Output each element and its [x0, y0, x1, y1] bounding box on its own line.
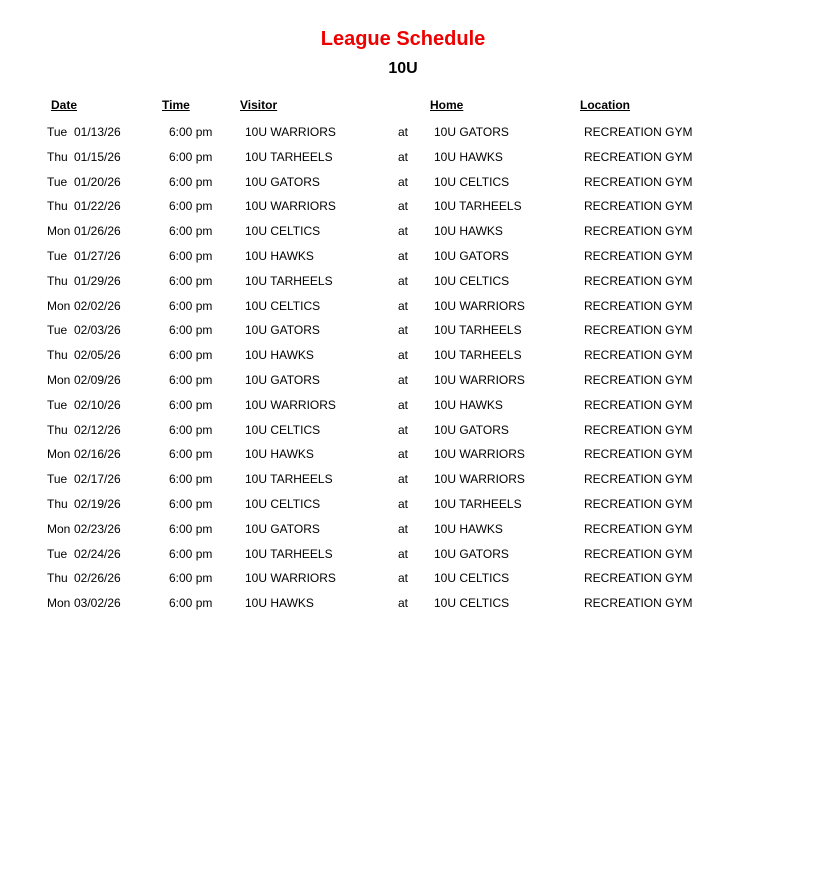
- game-date: 02/10/26: [74, 397, 121, 412]
- game-day: Tue: [47, 248, 68, 263]
- schedule-list: [0, 124, 814, 620]
- game-time: 6:00 pm: [169, 149, 213, 164]
- game-location: RECREATION GYM: [584, 174, 693, 189]
- game-day: Tue: [47, 472, 68, 487]
- game-time: 6:00 pm: [169, 422, 213, 437]
- at-separator: at: [398, 273, 409, 288]
- visitor-team: 10U HAWKS: [245, 248, 314, 263]
- game-time: 6:00 pm: [169, 546, 213, 561]
- game-time: 6:00 pm: [169, 273, 213, 288]
- at-separator: at: [398, 298, 409, 313]
- visitor-team: 10U WARRIORS: [245, 397, 336, 412]
- visitor-team: 10U HAWKS: [245, 447, 314, 462]
- game-day: Tue: [47, 125, 68, 139]
- game-time: 6:00 pm: [169, 348, 213, 363]
- visitor-team: 10U GATORS: [245, 174, 320, 189]
- home-team: 10U WARRIORS: [434, 298, 525, 313]
- home-team: 10U TARHEELS: [434, 323, 522, 338]
- home-team: 10U HAWKS: [434, 521, 503, 536]
- at-separator: at: [398, 422, 409, 437]
- schedule-row: [0, 248, 814, 273]
- schedule-row: [0, 521, 814, 546]
- game-day: Tue: [47, 323, 68, 338]
- home-team: 10U TARHEELS: [434, 348, 522, 363]
- schedule-row: [0, 546, 814, 571]
- game-location: RECREATION GYM: [584, 472, 693, 487]
- at-separator: at: [398, 447, 409, 462]
- at-separator: at: [398, 496, 409, 511]
- home-team: 10U GATORS: [434, 248, 509, 263]
- schedule-row: [0, 273, 814, 298]
- at-separator: at: [398, 323, 409, 338]
- game-time: 6:00 pm: [169, 447, 213, 462]
- home-team: 10U CELTICS: [434, 273, 510, 288]
- game-location: RECREATION GYM: [584, 273, 693, 288]
- at-separator: at: [398, 125, 409, 139]
- game-date: 01/27/26: [74, 248, 121, 263]
- schedule-row: [0, 446, 814, 471]
- game-date: 02/09/26: [74, 372, 121, 387]
- game-time: 6:00 pm: [169, 248, 213, 263]
- schedule-row: [0, 422, 814, 447]
- game-date: 02/03/26: [74, 323, 121, 338]
- visitor-team: 10U CELTICS: [245, 422, 321, 437]
- game-location: RECREATION GYM: [584, 496, 693, 511]
- game-day: Thu: [47, 348, 68, 363]
- game-location: RECREATION GYM: [584, 372, 693, 387]
- game-time: 6:00 pm: [169, 298, 213, 313]
- game-location: RECREATION GYM: [584, 298, 693, 313]
- at-separator: at: [398, 174, 409, 189]
- game-date: 02/17/26: [74, 472, 121, 487]
- game-day: Mon: [47, 447, 71, 462]
- game-time: 6:00 pm: [169, 496, 213, 511]
- game-date: 02/16/26: [74, 447, 121, 462]
- column-header-location: Location: [580, 98, 630, 112]
- home-team: 10U CELTICS: [434, 596, 510, 611]
- game-day: Mon: [47, 372, 71, 387]
- game-date: 01/22/26: [74, 199, 121, 214]
- game-location: RECREATION GYM: [584, 571, 693, 586]
- schedule-row: [0, 471, 814, 496]
- division-subtitle: 10U: [388, 60, 418, 77]
- game-location: RECREATION GYM: [584, 546, 693, 561]
- at-separator: at: [398, 397, 409, 412]
- game-day: Thu: [47, 571, 68, 586]
- schedule-row: [0, 595, 814, 620]
- game-date: 01/15/26: [74, 149, 121, 164]
- game-time: 6:00 pm: [169, 571, 213, 586]
- home-team: 10U CELTICS: [434, 174, 510, 189]
- at-separator: at: [398, 224, 409, 239]
- at-separator: at: [398, 546, 409, 561]
- game-date: 02/26/26: [74, 571, 121, 586]
- game-date: 01/26/26: [74, 224, 121, 239]
- at-separator: at: [398, 521, 409, 536]
- visitor-team: 10U HAWKS: [245, 348, 314, 363]
- at-separator: at: [398, 149, 409, 164]
- home-team: 10U HAWKS: [434, 397, 503, 412]
- schedule-row: [0, 322, 814, 347]
- home-team: 10U WARRIORS: [434, 447, 525, 462]
- schedule-row: [0, 496, 814, 521]
- column-header-date: Date: [51, 98, 78, 112]
- visitor-team: 10U WARRIORS: [245, 125, 336, 139]
- home-team: 10U GATORS: [434, 546, 509, 561]
- column-header-visitor: Visitor: [240, 98, 278, 112]
- game-date: 02/12/26: [74, 422, 121, 437]
- visitor-team: 10U TARHEELS: [245, 149, 333, 164]
- game-day: Mon: [47, 298, 71, 313]
- visitor-team: 10U CELTICS: [245, 298, 321, 313]
- visitor-team: 10U CELTICS: [245, 496, 321, 511]
- at-separator: at: [398, 348, 409, 363]
- home-team: 10U WARRIORS: [434, 372, 525, 387]
- visitor-team: 10U GATORS: [245, 521, 320, 536]
- game-day: Tue: [47, 174, 68, 189]
- game-location: RECREATION GYM: [584, 149, 693, 164]
- game-day: Thu: [47, 149, 68, 164]
- game-location: RECREATION GYM: [584, 397, 693, 412]
- home-team: 10U WARRIORS: [434, 472, 525, 487]
- visitor-team: 10U GATORS: [245, 323, 320, 338]
- schedule-row: [0, 198, 814, 223]
- at-separator: at: [398, 596, 409, 611]
- home-team: 10U HAWKS: [434, 149, 503, 164]
- at-separator: at: [398, 199, 409, 214]
- game-location: RECREATION GYM: [584, 199, 693, 214]
- game-time: 6:00 pm: [169, 472, 213, 487]
- game-time: 6:00 pm: [169, 323, 213, 338]
- visitor-team: 10U WARRIORS: [245, 571, 336, 586]
- home-team: 10U TARHEELS: [434, 496, 522, 511]
- game-date: 02/23/26: [74, 521, 121, 536]
- game-time: 6:00 pm: [169, 596, 213, 611]
- schedule-row: [0, 223, 814, 248]
- game-day: Mon: [47, 224, 71, 239]
- game-location: RECREATION GYM: [584, 596, 693, 611]
- visitor-team: 10U HAWKS: [245, 596, 314, 611]
- page-title: League Schedule: [320, 28, 486, 50]
- at-separator: at: [398, 571, 409, 586]
- game-time: 6:00 pm: [169, 521, 213, 536]
- game-time: 6:00 pm: [169, 174, 213, 189]
- at-separator: at: [398, 248, 409, 263]
- game-date: 02/05/26: [74, 348, 121, 363]
- visitor-team: 10U TARHEELS: [245, 546, 333, 561]
- game-day: Tue: [47, 397, 68, 412]
- at-separator: at: [398, 472, 409, 487]
- column-header-home: Home: [430, 98, 464, 112]
- game-location: RECREATION GYM: [584, 125, 693, 139]
- home-team: 10U GATORS: [434, 125, 509, 139]
- home-team: 10U GATORS: [434, 422, 509, 437]
- schedule-row: [0, 347, 814, 372]
- game-date: 02/24/26: [74, 546, 121, 561]
- game-location: RECREATION GYM: [584, 422, 693, 437]
- schedule-row: [0, 149, 814, 174]
- game-date: 02/19/26: [74, 496, 121, 511]
- game-time: 6:00 pm: [169, 397, 213, 412]
- game-time: 6:00 pm: [169, 199, 213, 214]
- game-location: RECREATION GYM: [584, 248, 693, 263]
- game-location: RECREATION GYM: [584, 521, 693, 536]
- game-location: RECREATION GYM: [584, 348, 693, 363]
- visitor-team: 10U GATORS: [245, 372, 320, 387]
- game-day: Mon: [47, 596, 71, 611]
- home-team: 10U HAWKS: [434, 224, 503, 239]
- game-day: Thu: [47, 199, 68, 214]
- game-date: 03/02/26: [74, 596, 121, 611]
- game-time: 6:00 pm: [169, 372, 213, 387]
- at-separator: at: [398, 372, 409, 387]
- visitor-team: 10U TARHEELS: [245, 273, 333, 288]
- game-date: 02/02/26: [74, 298, 121, 313]
- game-day: Thu: [47, 496, 68, 511]
- column-header-time: Time: [162, 98, 190, 112]
- game-day: Tue: [47, 546, 68, 561]
- visitor-team: 10U CELTICS: [245, 224, 321, 239]
- game-location: RECREATION GYM: [584, 323, 693, 338]
- game-time: 6:00 pm: [169, 125, 213, 139]
- schedule-row: [0, 124, 814, 149]
- visitor-team: 10U TARHEELS: [245, 472, 333, 487]
- schedule-row: [0, 570, 814, 595]
- game-location: RECREATION GYM: [584, 224, 693, 239]
- schedule-row: [0, 397, 814, 422]
- game-location: RECREATION GYM: [584, 447, 693, 462]
- schedule-row: [0, 298, 814, 323]
- game-date: 01/20/26: [74, 174, 121, 189]
- game-date: 01/13/26: [74, 125, 121, 139]
- home-team: 10U CELTICS: [434, 571, 510, 586]
- game-day: Thu: [47, 422, 68, 437]
- home-team: 10U TARHEELS: [434, 199, 522, 214]
- schedule-row: [0, 372, 814, 397]
- game-day: Thu: [47, 273, 68, 288]
- game-date: 01/29/26: [74, 273, 121, 288]
- visitor-team: 10U WARRIORS: [245, 199, 336, 214]
- schedule-row: [0, 174, 814, 199]
- game-day: Mon: [47, 521, 71, 536]
- game-time: 6:00 pm: [169, 224, 213, 239]
